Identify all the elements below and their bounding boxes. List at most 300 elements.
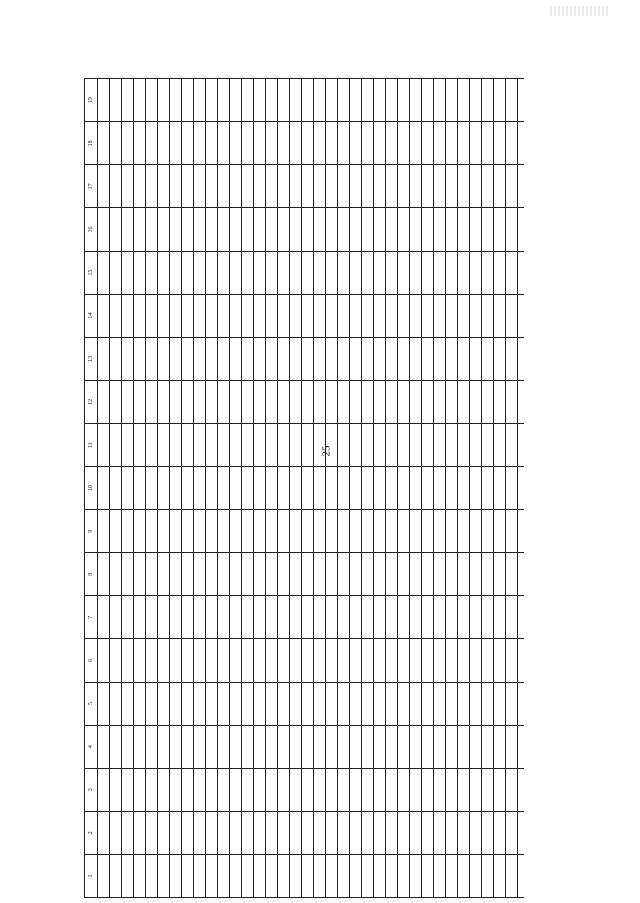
table-cell <box>386 294 398 337</box>
table-cell <box>302 768 314 811</box>
table-cell <box>206 337 218 380</box>
table-cell <box>422 423 434 466</box>
table-cell <box>314 639 326 682</box>
table-cell <box>122 596 134 639</box>
table-cell <box>386 251 398 294</box>
table-cell <box>434 208 446 251</box>
table-cell <box>350 337 362 380</box>
table-cell <box>470 294 482 337</box>
table-cell <box>386 553 398 596</box>
table-cell <box>242 380 254 423</box>
table-cell <box>230 639 242 682</box>
table-cell <box>458 165 470 208</box>
table-cell <box>434 553 446 596</box>
table-cell <box>266 251 278 294</box>
table-cell <box>146 639 158 682</box>
table-cell <box>194 553 206 596</box>
table-cell <box>194 423 206 466</box>
table-cell <box>362 337 374 380</box>
table-cell <box>362 423 374 466</box>
table-cell <box>374 79 386 122</box>
table-row <box>266 79 278 898</box>
table-cell <box>302 251 314 294</box>
table-cell <box>446 337 458 380</box>
table-cell <box>254 467 266 510</box>
table-cell <box>338 294 350 337</box>
table-cell <box>434 725 446 768</box>
table-cell <box>182 380 194 423</box>
table-cell <box>434 380 446 423</box>
table-row <box>470 79 482 898</box>
table-cell <box>446 725 458 768</box>
table-cell <box>506 725 518 768</box>
table-cell <box>446 208 458 251</box>
table-cell <box>386 682 398 725</box>
table-cell <box>170 79 182 122</box>
table-cell <box>278 596 290 639</box>
table-cell <box>110 596 122 639</box>
table-cell <box>146 165 158 208</box>
table-cell <box>470 553 482 596</box>
table-cell <box>146 380 158 423</box>
table-cell <box>110 510 122 553</box>
table-cell <box>398 122 410 165</box>
table-cell <box>230 811 242 854</box>
table-cell <box>218 553 230 596</box>
table-cell <box>482 79 494 122</box>
table-cell <box>110 251 122 294</box>
table-cell <box>194 682 206 725</box>
table-cell <box>326 682 338 725</box>
table-cell <box>134 768 146 811</box>
table-cell <box>266 596 278 639</box>
table-cell <box>266 682 278 725</box>
table-cell <box>362 725 374 768</box>
table-cell <box>494 854 506 897</box>
table-cell <box>494 682 506 725</box>
table-cell <box>158 380 170 423</box>
table-cell <box>398 208 410 251</box>
table-cell <box>110 165 122 208</box>
table-cell <box>134 553 146 596</box>
table-cell <box>338 553 350 596</box>
table-cell <box>482 165 494 208</box>
table-cell <box>170 251 182 294</box>
table-cell <box>206 639 218 682</box>
table-row <box>482 79 494 898</box>
table-cell <box>194 854 206 897</box>
table-cell <box>194 467 206 510</box>
table-cell <box>494 639 506 682</box>
table-cell <box>494 811 506 854</box>
table-cell <box>170 294 182 337</box>
table-cell <box>338 639 350 682</box>
table-cell <box>230 79 242 122</box>
table-cell <box>314 165 326 208</box>
table-cell <box>458 467 470 510</box>
table-cell <box>230 596 242 639</box>
table-cell <box>326 510 338 553</box>
table-cell <box>482 639 494 682</box>
table-cell <box>374 553 386 596</box>
table-cell <box>338 79 350 122</box>
table-cell <box>458 682 470 725</box>
table-row <box>518 79 525 898</box>
table-cell <box>170 639 182 682</box>
table-cell <box>98 768 110 811</box>
table-cell <box>278 854 290 897</box>
table-cell <box>482 510 494 553</box>
table-cell <box>398 725 410 768</box>
table-cell <box>134 79 146 122</box>
table-cell <box>482 596 494 639</box>
table-cell <box>398 165 410 208</box>
table-cell <box>518 553 525 596</box>
table-cell <box>194 122 206 165</box>
table-cell <box>470 122 482 165</box>
table-cell <box>158 639 170 682</box>
table-cell <box>470 251 482 294</box>
table-cell <box>194 725 206 768</box>
table-cell <box>494 122 506 165</box>
table-cell <box>446 510 458 553</box>
table-cell <box>434 596 446 639</box>
table-cell <box>158 79 170 122</box>
table-cell <box>518 639 525 682</box>
table-cell <box>494 596 506 639</box>
table-cell <box>158 122 170 165</box>
table-cell <box>398 251 410 294</box>
column-header: 14 <box>85 294 98 337</box>
table-row <box>446 79 458 898</box>
table-cell <box>326 165 338 208</box>
table-cell <box>218 510 230 553</box>
table-cell <box>326 79 338 122</box>
table-cell <box>386 423 398 466</box>
table-cell <box>434 79 446 122</box>
table-row <box>302 79 314 898</box>
table-cell <box>350 251 362 294</box>
table-row <box>122 79 134 898</box>
table-cell <box>98 251 110 294</box>
column-header: 19 <box>85 79 98 122</box>
table-cell <box>146 854 158 897</box>
table-cell <box>458 294 470 337</box>
table-cell <box>362 467 374 510</box>
table-cell <box>374 639 386 682</box>
table-cell <box>470 467 482 510</box>
table-row <box>170 79 182 898</box>
table-cell <box>230 165 242 208</box>
table-cell <box>434 682 446 725</box>
table-cell <box>374 208 386 251</box>
table-cell <box>458 79 470 122</box>
table-cell <box>242 553 254 596</box>
table-cell <box>338 251 350 294</box>
table-cell <box>146 79 158 122</box>
table-cell <box>314 79 326 122</box>
table-cell <box>482 423 494 466</box>
table-cell <box>158 553 170 596</box>
table-row <box>146 79 158 898</box>
table-cell <box>338 854 350 897</box>
table-cell <box>206 854 218 897</box>
table-cell <box>482 337 494 380</box>
table-cell <box>110 208 122 251</box>
table-cell <box>266 294 278 337</box>
table-cell <box>518 165 525 208</box>
table-cell <box>458 208 470 251</box>
table-cell <box>506 682 518 725</box>
table-cell <box>254 380 266 423</box>
table-cell <box>182 553 194 596</box>
table-cell <box>134 208 146 251</box>
table-cell <box>242 811 254 854</box>
table-cell <box>458 854 470 897</box>
table-cell <box>206 510 218 553</box>
table-cell <box>230 682 242 725</box>
table-cell <box>362 251 374 294</box>
table-cell <box>230 251 242 294</box>
table-cell <box>218 423 230 466</box>
table-cell <box>506 467 518 510</box>
table-cell <box>434 467 446 510</box>
table-cell <box>254 294 266 337</box>
table-cell <box>434 122 446 165</box>
table-cell <box>266 639 278 682</box>
table-cell <box>302 337 314 380</box>
table-cell <box>134 251 146 294</box>
table-cell <box>494 423 506 466</box>
table-cell <box>494 725 506 768</box>
table-cell <box>110 811 122 854</box>
table-cell <box>302 811 314 854</box>
table-cell <box>422 208 434 251</box>
table-cell <box>242 510 254 553</box>
table-cell <box>398 294 410 337</box>
table-cell <box>338 725 350 768</box>
table-cell <box>170 811 182 854</box>
table-cell <box>446 251 458 294</box>
table-cell <box>278 122 290 165</box>
table-cell <box>350 467 362 510</box>
table-cell <box>410 122 422 165</box>
table-cell <box>302 467 314 510</box>
table-cell <box>302 553 314 596</box>
table-cell <box>302 165 314 208</box>
table-row <box>182 79 194 898</box>
table-cell <box>434 639 446 682</box>
table-cell <box>278 510 290 553</box>
table-cell <box>446 380 458 423</box>
table-row <box>386 79 398 898</box>
table-cell <box>218 854 230 897</box>
table-cell <box>410 639 422 682</box>
table-cell <box>386 79 398 122</box>
table-cell <box>458 380 470 423</box>
table-cell <box>278 380 290 423</box>
rotated-table-inner <box>84 78 524 898</box>
table-cell <box>266 79 278 122</box>
table-cell <box>446 811 458 854</box>
table-cell <box>182 639 194 682</box>
table-row <box>362 79 374 898</box>
table-cell <box>350 854 362 897</box>
table-cell <box>254 639 266 682</box>
table-row <box>422 79 434 898</box>
table-cell <box>386 510 398 553</box>
table-cell <box>362 380 374 423</box>
column-header: 1 <box>85 854 98 897</box>
table-cell <box>518 811 525 854</box>
table-cell <box>410 854 422 897</box>
table-cell <box>278 768 290 811</box>
table-cell <box>338 380 350 423</box>
table-cell <box>122 553 134 596</box>
table-cell <box>110 854 122 897</box>
table-cell <box>326 208 338 251</box>
table-cell <box>494 467 506 510</box>
table-cell <box>506 423 518 466</box>
table-cell <box>134 639 146 682</box>
table-row <box>98 79 110 898</box>
table-row <box>278 79 290 898</box>
table-cell <box>266 165 278 208</box>
table-cell <box>482 811 494 854</box>
table-cell <box>398 596 410 639</box>
table-cell <box>122 122 134 165</box>
table-cell <box>266 423 278 466</box>
table-cell <box>434 294 446 337</box>
table-cell <box>98 596 110 639</box>
table-cell <box>338 423 350 466</box>
table-cell <box>230 467 242 510</box>
table-cell <box>158 811 170 854</box>
table-cell <box>350 380 362 423</box>
table-cell <box>518 122 525 165</box>
table-cell <box>110 725 122 768</box>
table-cell <box>182 510 194 553</box>
table-cell <box>242 768 254 811</box>
table-cell <box>494 79 506 122</box>
table-cell <box>398 682 410 725</box>
table-cell <box>170 596 182 639</box>
table-cell <box>290 553 302 596</box>
table-cell <box>194 811 206 854</box>
table-cell <box>254 725 266 768</box>
table-cell <box>434 510 446 553</box>
table-cell <box>374 682 386 725</box>
table-cell <box>482 682 494 725</box>
table-cell <box>170 423 182 466</box>
table-cell <box>218 725 230 768</box>
table-cell <box>290 380 302 423</box>
table-cell <box>410 337 422 380</box>
table-cell <box>422 596 434 639</box>
table-cell <box>122 79 134 122</box>
table-cell <box>194 768 206 811</box>
table-cell <box>374 768 386 811</box>
table-cell <box>182 596 194 639</box>
table-row <box>206 79 218 898</box>
table-cell <box>278 811 290 854</box>
table-cell <box>422 294 434 337</box>
table-cell <box>218 467 230 510</box>
table-cell <box>518 768 525 811</box>
table-cell <box>518 467 525 510</box>
table-cell <box>482 380 494 423</box>
table-cell <box>98 811 110 854</box>
table-cell <box>146 553 158 596</box>
table-cell <box>350 682 362 725</box>
column-header: 9 <box>85 510 98 553</box>
table-cell <box>134 682 146 725</box>
table-cell <box>458 596 470 639</box>
table-cell <box>170 467 182 510</box>
column-header: 5 <box>85 682 98 725</box>
table-cell <box>170 208 182 251</box>
table-cell <box>470 165 482 208</box>
table-cell <box>362 294 374 337</box>
table-cell <box>350 596 362 639</box>
table-cell <box>386 811 398 854</box>
header-row <box>85 79 98 898</box>
table-row <box>158 79 170 898</box>
table-cell <box>158 768 170 811</box>
table-cell <box>194 165 206 208</box>
table-cell <box>206 208 218 251</box>
table-cell <box>98 79 110 122</box>
table-cell <box>470 682 482 725</box>
table-cell <box>158 251 170 294</box>
table-cell <box>482 768 494 811</box>
table-cell <box>110 553 122 596</box>
table-cell <box>254 553 266 596</box>
table-cell <box>170 165 182 208</box>
table-cell <box>278 79 290 122</box>
table-cell <box>278 423 290 466</box>
table-cell <box>206 165 218 208</box>
table-cell <box>230 122 242 165</box>
table-cell <box>386 725 398 768</box>
table-cell <box>266 725 278 768</box>
table-cell <box>110 467 122 510</box>
table-cell <box>518 251 525 294</box>
table-cell <box>206 811 218 854</box>
table-cell <box>518 596 525 639</box>
table-cell <box>242 208 254 251</box>
table-cell <box>110 423 122 466</box>
table-cell <box>518 208 525 251</box>
table-cell <box>194 337 206 380</box>
table-cell <box>218 639 230 682</box>
table-cell <box>314 294 326 337</box>
table-cell <box>218 811 230 854</box>
table-cell <box>446 768 458 811</box>
table-cell <box>446 854 458 897</box>
table-cell <box>422 553 434 596</box>
table-cell <box>242 423 254 466</box>
table-cell <box>290 165 302 208</box>
table-cell <box>506 380 518 423</box>
table-cell <box>146 467 158 510</box>
table-cell <box>518 510 525 553</box>
table-cell <box>278 208 290 251</box>
table-cell <box>206 294 218 337</box>
table-cell <box>362 854 374 897</box>
table-cell <box>170 122 182 165</box>
table-cell <box>398 423 410 466</box>
